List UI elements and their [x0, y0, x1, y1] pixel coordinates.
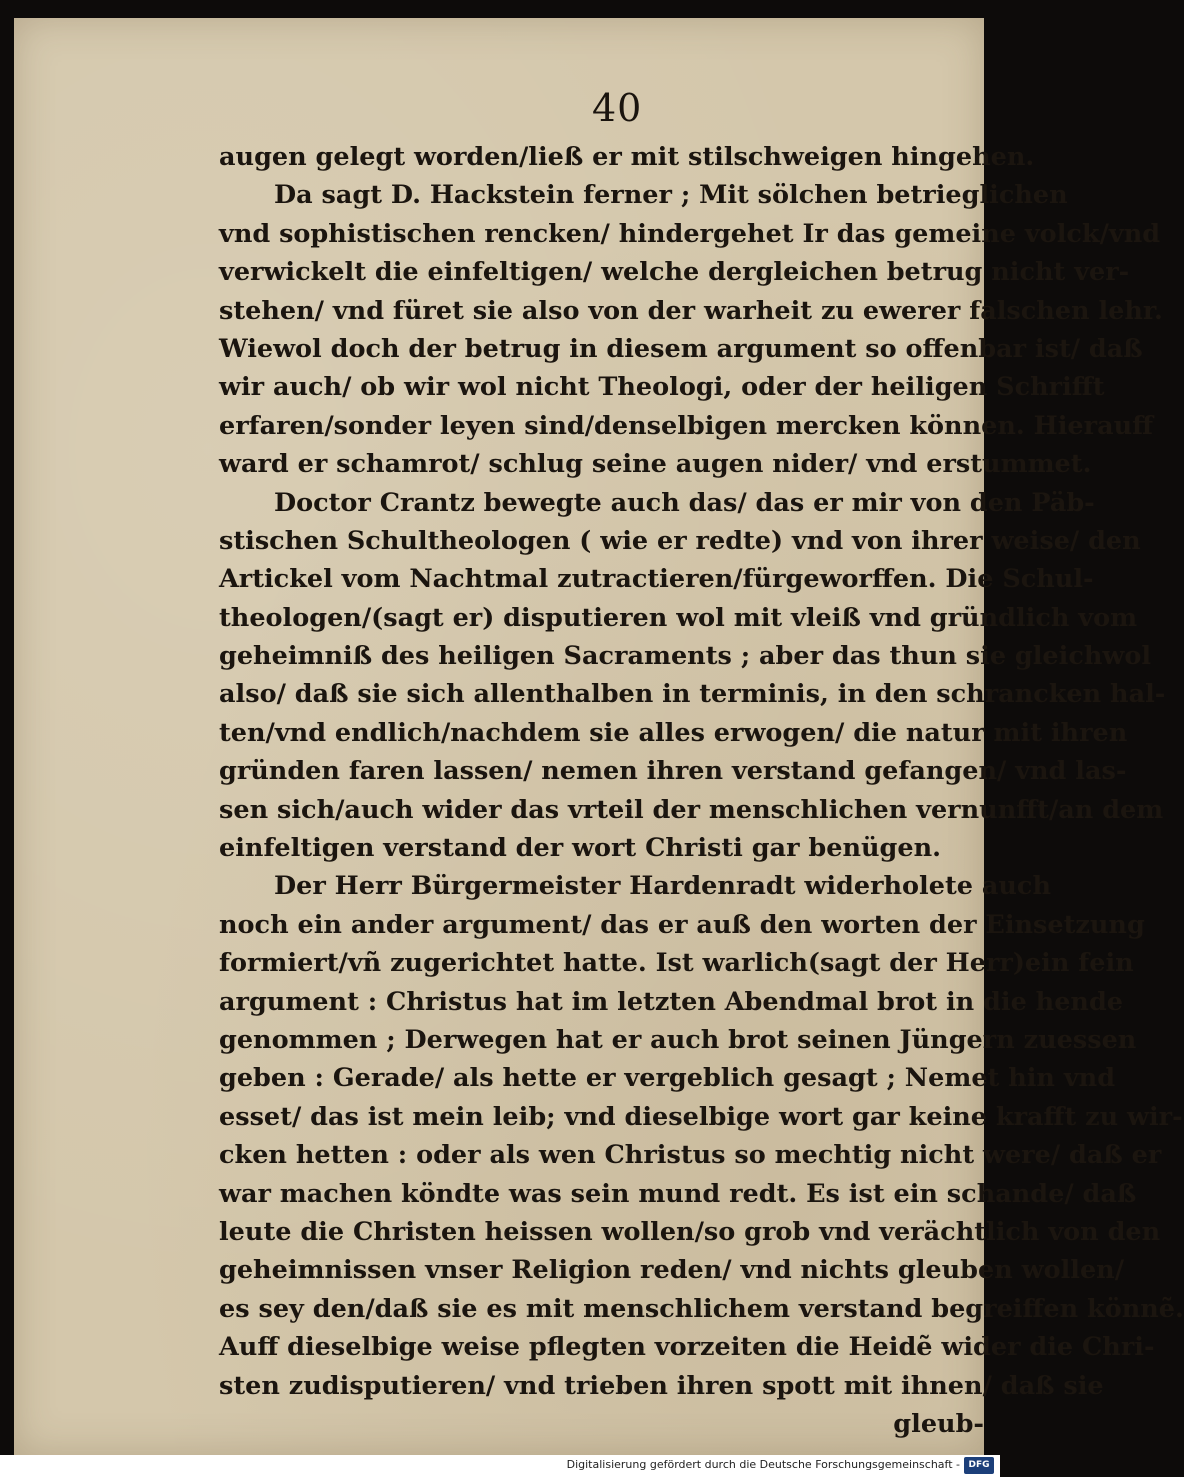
text-line: ten/vnd endlich/nachdem sie alles erwogen/ die natur mit ihren — [219, 717, 1128, 748]
text-line: Artickel vom Nachtmal zutractieren/fürgeworffen. Die Schul- — [219, 564, 1094, 595]
text-line: Da sagt D. Hackstein ferner ; Mit sölchen betrieglichen — [274, 180, 1068, 211]
text-line: genommen ; Derwegen hat er auch brot seinen Jüngern zuessen — [219, 1024, 1137, 1055]
text-line: Wiewol doch der betrug in diesem argument so offenbar ist/ daß — [219, 333, 1143, 364]
text-line: argument : Christus hat im letzten Abendmal brot in die hende — [219, 986, 1124, 1017]
dfg-logo: DFG — [964, 1457, 994, 1474]
text-line: Der Herr Bürgermeister Hardenradt widerholete auch — [274, 871, 1051, 902]
footer-bar — [0, 1455, 1000, 1477]
text-line: geheimnissen vnser Religion reden/ vnd nichts gleuben wollen/ — [219, 1255, 1125, 1286]
text-line: war machen köndte was sein mund redt. Es ist ein schande/ daß — [219, 1178, 1137, 1209]
text-line: erfaren/sonder leyen sind/denselbigen mercken können. Hierauff — [219, 410, 1154, 441]
page-number: 40 — [592, 86, 643, 130]
text-line: einfeltigen verstand der wort Christi gar benügen. — [219, 833, 941, 864]
text-line: noch ein ander argument/ das er auß den worten der Einsetzung — [219, 909, 1145, 940]
text-line: ward er schamrot/ schlug seine augen nider/ vnd erstummet. — [219, 449, 1092, 480]
text-line: verwickelt die einfeltigen/ welche dergleichen betrug nicht ver- — [219, 257, 1130, 288]
book-page — [14, 18, 1184, 1455]
text-line: stischen Schultheologen ( wie er redte) vnd von ihrer weise/ den — [219, 525, 1141, 556]
text-line: formiert/vñ zugerichtet hatte. Ist warlich(sagt der Herr)ein fein — [219, 948, 1134, 979]
text-line: es sey den/daß sie es mit menschlichem verstand begreiffen könnẽ. — [219, 1293, 1184, 1324]
text-line: vnd sophistischen rencken/ hindergehet Ir das gemeine volck/vnd — [219, 218, 1161, 249]
text-line: augen gelegt worden/ließ er mit stilschweigen hingehen. — [219, 142, 1035, 172]
text-line: gründen faren lassen/ nemen ihren verstand gefangen/ vnd las- — [219, 756, 1127, 787]
text-line: wir auch/ ob wir wol nicht Theologi, oder der heiligen Schrifft — [219, 372, 1105, 403]
text-line: geheimniß des heiligen Sacraments ; aber das thun sie gleichwol — [219, 641, 1152, 672]
text-line: sten zudisputieren/ vnd trieben ihren spott mit ihnen/ daß sie — [219, 1370, 1104, 1401]
text-line: geben : Gerade/ als hette er vergeblich gesagt ; Nemet hin vnd — [219, 1063, 1116, 1094]
text-line: leute die Christen heissen wollen/so grob vnd verächtlich von den — [219, 1216, 1161, 1247]
text-line: esset/ das ist mein leib; vnd dieselbige wort gar keine krafft zu wir- — [219, 1101, 1183, 1132]
text-line: Doctor Crantz bewegte auch das/ das er mir von den Päb- — [274, 487, 1095, 518]
page-text — [219, 138, 1184, 1443]
text-line: also/ daß sie sich allenthalben in terminis, in den schrancken hal- — [219, 679, 1166, 710]
catchword: gleub- — [893, 1408, 984, 1439]
text-line: theologen/(sagt er) disputieren wol mit vleiß vnd gründlich vom — [219, 602, 1138, 633]
text-line: Auff dieselbige weise pflegten vorzeiten die Heidẽ wider die Chri- — [219, 1332, 1155, 1363]
text-line: cken hetten : oder als wen Christus so mechtig nicht were/ daß er — [219, 1140, 1162, 1171]
footer-credit: Digitalisierung gefördert durch die Deutsche Forschungsgemeinschaft - — [566, 1458, 960, 1471]
text-line: stehen/ vnd füret sie also von der warheit zu ewerer falschen lehr. — [219, 295, 1163, 326]
text-line: sen sich/auch wider das vrteil der menschlichen vernunfft/an dem — [219, 794, 1164, 825]
